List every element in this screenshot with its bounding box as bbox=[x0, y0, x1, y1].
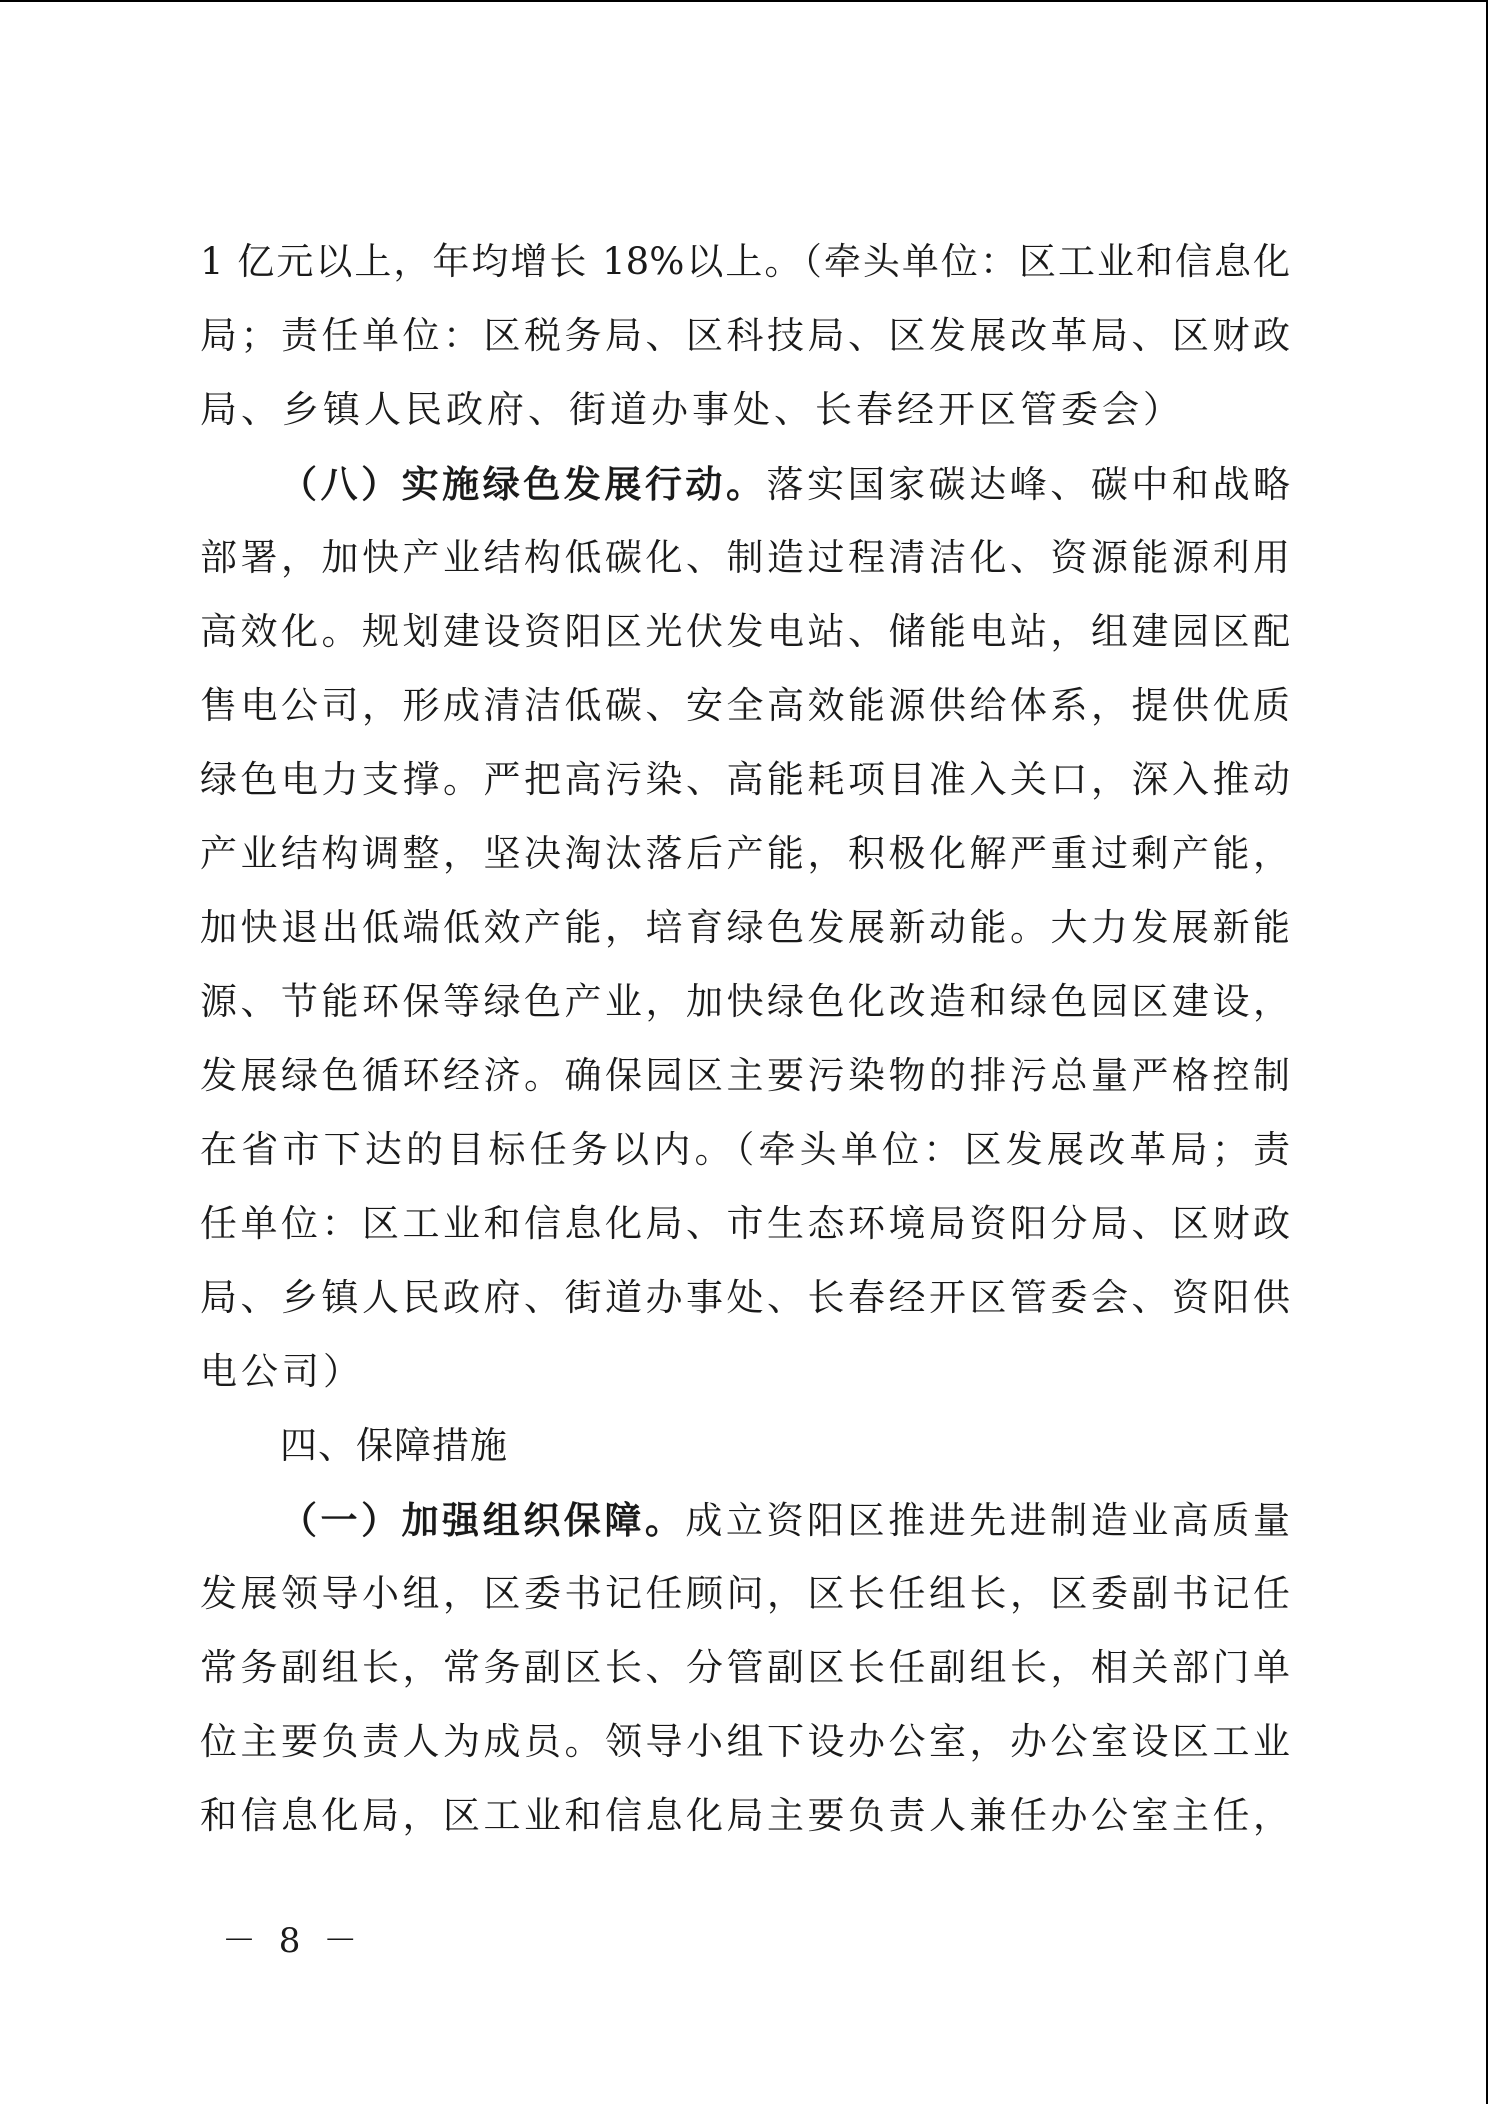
text-line: 加快退出低端低效产能，培育绿色发展新动能。大力发展新能 bbox=[200, 906, 1290, 949]
text-line: 局；责任单位：区税务局、区科技局、区发展改革局、区财政 bbox=[200, 314, 1290, 357]
text-line: 产业结构调整，坚决淘汰落后产能，积极化解严重过剩产能， bbox=[200, 832, 1290, 875]
text-line: 位主要负责人为成员。领导小组下设办公室，办公室设区工业 bbox=[200, 1720, 1290, 1763]
text-line: 1 亿元以上，年均增长 18%以上。（牵头单位：区工业和信息化 bbox=[200, 240, 1290, 283]
text-line: 高效化。规划建设资阳区光伏发电站、储能电站，组建园区配 bbox=[200, 610, 1290, 653]
text-line: 源、节能环保等绿色产业，加快绿色化改造和绿色园区建设， bbox=[200, 980, 1290, 1023]
document-body bbox=[200, 225, 1290, 1853]
text-line: 售电公司，形成清洁低碳、安全高效能源供给体系，提供优质 bbox=[200, 684, 1290, 727]
text-line: 和信息化局，区工业和信息化局主要负责人兼任办公室主任， bbox=[200, 1794, 1290, 1837]
text-line: 常务副组长，常务副区长、分管副区长任副组长，相关部门单 bbox=[200, 1646, 1290, 1689]
text-line: 在省市下达的目标任务以内。（牵头单位：区发展改革局；责 bbox=[200, 1128, 1290, 1171]
text-line: 局、乡镇人民政府、街道办事处、长春经开区管委会、资阳供 bbox=[200, 1276, 1290, 1319]
paragraph-start-section-1 bbox=[200, 1483, 1290, 1557]
paragraph-start-section-8 bbox=[200, 447, 1290, 521]
text-line: 电公司） bbox=[200, 1350, 364, 1393]
section-1-title: （一）加强组织保障。 bbox=[280, 1498, 686, 1542]
section-1-text: 成立资阳区推进先进制造业高质量 bbox=[685, 1499, 1291, 1542]
page-number: － 8 － bbox=[222, 1921, 364, 1961]
text-line: 绿色电力支撑。严把高污染、高能耗项目准入关口，深入推动 bbox=[200, 758, 1290, 801]
section-8-title: （八）实施绿色发展行动。 bbox=[280, 462, 767, 506]
text-line: 部署，加快产业结构低碳化、制造过程清洁化、资源能源利用 bbox=[200, 536, 1290, 579]
text-line: 发展领导小组，区委书记任顾问，区长任组长，区委副书记任 bbox=[200, 1572, 1290, 1615]
section-heading: 四、保障措施 bbox=[280, 1424, 508, 1467]
text-line: 任单位：区工业和信息化局、市生态环境局资阳分局、区财政 bbox=[200, 1202, 1290, 1245]
section-8-text: 落实国家碳达峰、碳中和战略 bbox=[766, 463, 1290, 506]
text-line: 发展绿色循环经济。确保园区主要污染物的排污总量严格控制 bbox=[200, 1054, 1290, 1097]
text-line: 局、乡镇人民政府、街道办事处、长春经开区管委会） bbox=[200, 388, 1184, 431]
